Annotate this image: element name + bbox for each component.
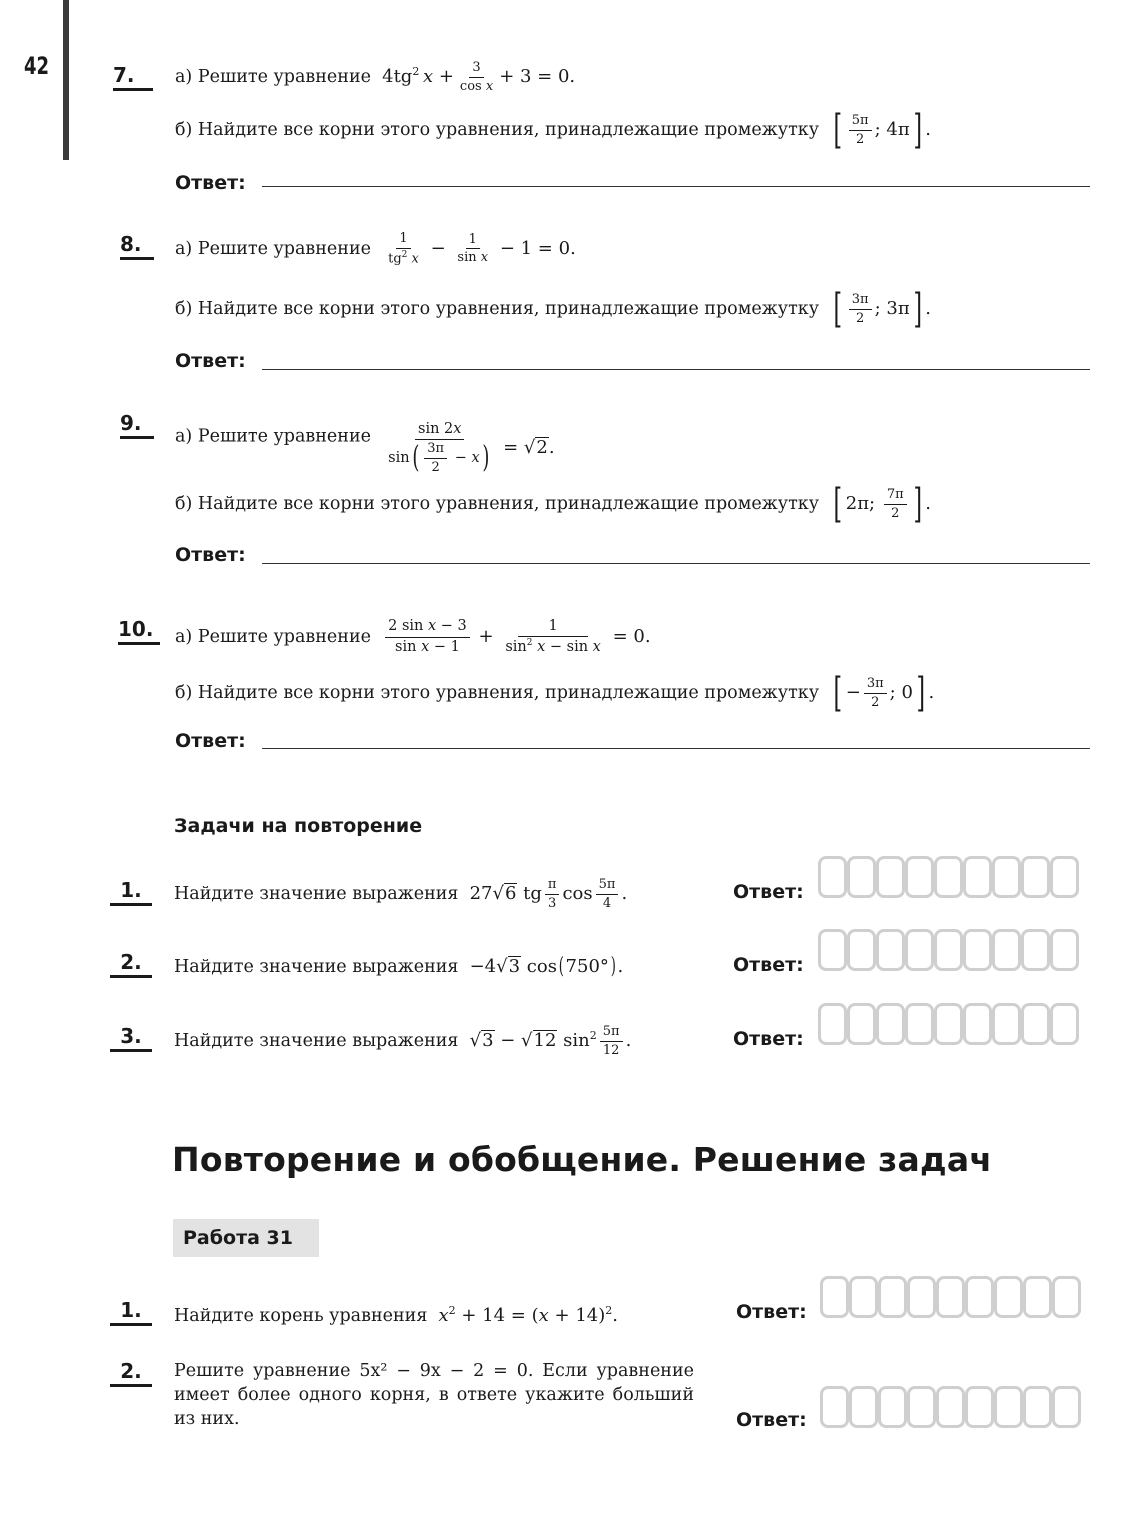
task-7-equation: $4tg^2$ x + $\frac{3}{\text{cos x}}$ + 3 = 0. <box>382 59 576 94</box>
task-7-part-a-label: а) Решите уравнение <box>175 67 371 87</box>
task-9-part-b-label: б) Найдите все корни этого уравнения, принадлежащие промежутку <box>175 494 819 514</box>
answer-cell[interactable] <box>994 1386 1023 1428</box>
task-7-part-b <box>175 107 931 153</box>
task-8-number: 8. <box>120 233 154 260</box>
work-2-answer-boxes[interactable] <box>820 1386 1081 1428</box>
answer-cell[interactable] <box>876 929 905 971</box>
answer-cell[interactable] <box>1021 1003 1050 1045</box>
work-1-label: Найдите корень уравнения <box>174 1306 428 1326</box>
answer-cell[interactable] <box>936 1386 965 1428</box>
answer-cell[interactable] <box>849 1386 878 1428</box>
answer-cell[interactable] <box>820 1386 849 1428</box>
answer-cell[interactable] <box>963 856 992 898</box>
review-3-answer-label: Ответ: <box>733 1028 804 1050</box>
task-10-part-b <box>175 670 935 716</box>
page-number: 42 <box>24 52 50 80</box>
review-3-number: 3. <box>110 1025 152 1052</box>
review-1-expression: 27√6 tg $\frac{\pi}{3}$ cos $\frac{5\pi}{4}$ . <box>469 877 628 911</box>
task-10-number: 10. <box>118 618 160 645</box>
task-10-answer-line[interactable] <box>262 748 1090 749</box>
answer-cell[interactable] <box>1021 929 1050 971</box>
task-10-part-a <box>175 619 651 655</box>
task-8-part-b <box>175 286 931 332</box>
review-2-label: Найдите значение выражения <box>174 957 459 977</box>
task-8-answer-line[interactable] <box>262 369 1090 370</box>
review-3-label: Найдите значение выражения <box>174 1031 459 1051</box>
work-2-number: 2. <box>110 1360 152 1387</box>
answer-cell[interactable] <box>965 1386 994 1428</box>
task-9-part-a <box>175 410 555 476</box>
task-9-part-a-label: а) Решите уравнение <box>175 426 371 447</box>
review-1-answer-boxes[interactable] <box>818 856 1079 898</box>
review-2-answer-label: Ответ: <box>733 954 804 976</box>
review-2-expression: −4√3 cos(750°). <box>469 954 624 979</box>
work-badge: Работа 31 <box>173 1219 319 1257</box>
task-10-equation: $\frac{\text{2 sin x − 3}}{\text{sin x − 1}}$ + $\frac{1}{\sin^2 x - \sin x}$ = 0. <box>382 626 650 647</box>
task-7-answer-label: Ответ: <box>175 172 246 194</box>
task-10-answer-label: Ответ: <box>175 730 246 752</box>
review-2-answer-boxes[interactable] <box>818 929 1079 971</box>
task-8-interval: [ $\frac{3\pi}{2}$ ; 3π] . <box>833 286 931 332</box>
answer-cell[interactable] <box>876 856 905 898</box>
work-1-answer-label: Ответ: <box>736 1301 807 1323</box>
review-section-title: Задачи на повторение <box>174 815 423 837</box>
task-7-interval: [ $\frac{5\pi}{2}$ ; 4π] . <box>833 107 931 153</box>
answer-cell[interactable] <box>1023 1276 1052 1318</box>
answer-cell[interactable] <box>992 929 1021 971</box>
answer-cell[interactable] <box>847 856 876 898</box>
task-8-equation: $\frac{1}{tg^2 x}$ − $\frac{1}{\text{sin x}}$ − 1 = 0. <box>388 231 576 266</box>
answer-cell[interactable] <box>934 856 963 898</box>
review-3-expression: √3 − √12 $\sin^2$ $\frac{5\pi}{12}$ . <box>469 1023 632 1058</box>
review-3-answer-boxes[interactable] <box>818 1003 1079 1045</box>
chapter-title: Повторение и обобщение. Решение задач <box>172 1140 993 1179</box>
task-10-part-b-label: б) Найдите все корни этого уравнения, принадлежащие промежутку <box>175 683 819 703</box>
answer-cell[interactable] <box>934 1003 963 1045</box>
work-2-text: Решите уравнение 5x² − 9x − 2 = 0. Если уравнение имеет более одного корня, в ответе укажите больший из них. <box>174 1361 694 1429</box>
task-7-number: 7. <box>113 64 153 91</box>
answer-cell[interactable] <box>847 1003 876 1045</box>
answer-cell[interactable] <box>905 1003 934 1045</box>
margin-rule <box>63 0 69 160</box>
task-8-answer-label: Ответ: <box>175 350 246 372</box>
task-7-answer-line[interactable] <box>262 186 1090 187</box>
answer-cell[interactable] <box>818 929 847 971</box>
answer-cell[interactable] <box>878 1386 907 1428</box>
answer-cell[interactable] <box>1050 929 1079 971</box>
review-1-label: Найдите значение выражения <box>174 884 459 905</box>
work-2-answer-label: Ответ: <box>736 1409 807 1431</box>
answer-cell[interactable] <box>992 856 1021 898</box>
task-9-equation: sin 2x sin( $\frac{3\pi}{2}$ − x) = √2. <box>388 421 555 476</box>
answer-cell[interactable] <box>818 1003 847 1045</box>
answer-cell[interactable] <box>963 929 992 971</box>
task-8-part-b-label: б) Найдите все корни этого уравнения, принадлежащие промежутку <box>175 299 819 319</box>
answer-cell[interactable] <box>878 1276 907 1318</box>
answer-cell[interactable] <box>936 1276 965 1318</box>
work-1-answer-boxes[interactable] <box>820 1276 1081 1318</box>
answer-cell[interactable] <box>994 1276 1023 1318</box>
answer-cell[interactable] <box>905 929 934 971</box>
task-10-interval: [ − $\frac{3\pi}{2}$ ; 0] . <box>833 670 935 716</box>
review-3-text <box>174 1024 631 1057</box>
work-1-text <box>174 1299 618 1328</box>
answer-cell[interactable] <box>820 1276 849 1318</box>
answer-cell[interactable] <box>907 1276 936 1318</box>
answer-cell[interactable] <box>876 1003 905 1045</box>
answer-cell[interactable] <box>818 856 847 898</box>
review-1-answer-label: Ответ: <box>733 881 804 903</box>
work-1-number: 1. <box>110 1299 152 1326</box>
answer-cell[interactable] <box>907 1386 936 1428</box>
answer-cell[interactable] <box>905 856 934 898</box>
task-9-number: 9. <box>120 412 154 439</box>
answer-cell[interactable] <box>1052 1386 1081 1428</box>
answer-cell[interactable] <box>963 1003 992 1045</box>
answer-cell[interactable] <box>992 1003 1021 1045</box>
answer-cell[interactable] <box>1050 1003 1079 1045</box>
task-9-answer-line[interactable] <box>262 563 1090 564</box>
review-1-number: 1. <box>110 879 152 906</box>
answer-cell[interactable] <box>1050 856 1079 898</box>
review-2-number: 2. <box>110 951 152 978</box>
answer-cell[interactable] <box>965 1276 994 1318</box>
review-2-text <box>174 952 623 982</box>
answer-cell[interactable] <box>1052 1276 1081 1318</box>
task-9-interval: [ 2π; $\frac{7\pi}{2}$ ] . <box>833 481 931 527</box>
task-9-part-b <box>175 481 931 527</box>
task-10-part-a-label: а) Решите уравнение <box>175 627 371 648</box>
answer-cell[interactable] <box>1023 1386 1052 1428</box>
task-7-part-b-label: б) Найдите все корни этого уравнения, принадлежащие промежутку <box>175 120 819 140</box>
work-1-equation: $x^2 + 14 = (x + 14)^2$. <box>438 1304 618 1326</box>
answer-cell[interactable] <box>1021 856 1050 898</box>
answer-cell[interactable] <box>934 929 963 971</box>
task-8-part-a <box>175 232 576 266</box>
answer-cell[interactable] <box>847 929 876 971</box>
task-8-part-a-label: а) Решите уравнение <box>175 238 371 259</box>
review-1-text <box>174 878 627 910</box>
answer-cell[interactable] <box>849 1276 878 1318</box>
task-7-part-a <box>175 60 575 93</box>
task-9-answer-label: Ответ: <box>175 544 246 566</box>
